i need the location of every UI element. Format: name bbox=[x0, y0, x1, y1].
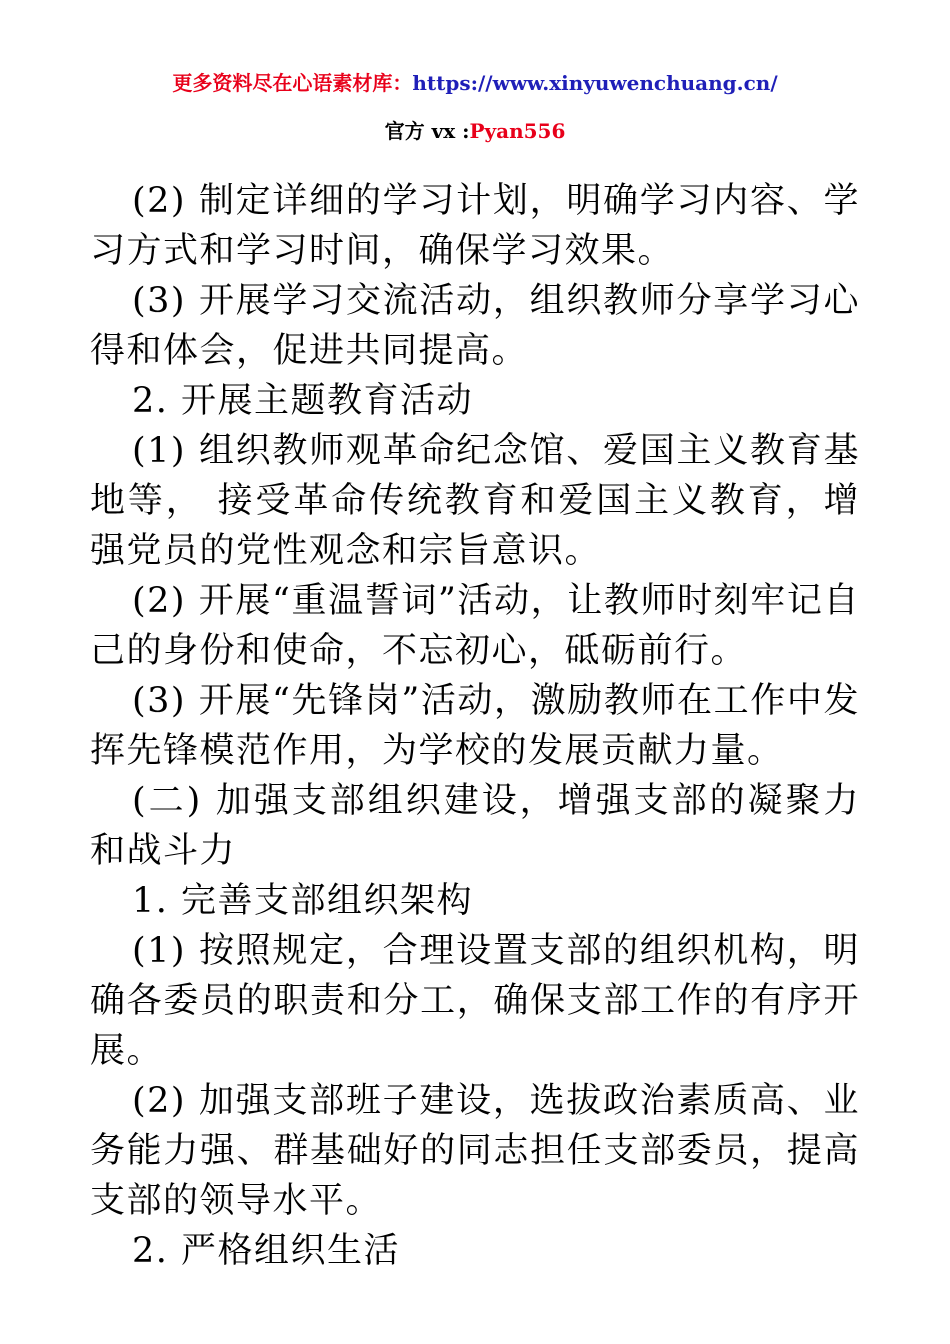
paragraph: (1) 组织教师观革命纪念馆、爱国主义教育基地等， 接受革命传统教育和爱国主义教育，增强党员的党性观念和宗旨意识。 bbox=[90, 431, 860, 571]
paragraph: (1) 按照规定，合理设置支部的组织机构，明确各委员的职责和分工，确保支部工作的有序开展。 bbox=[90, 931, 860, 1071]
paragraph: (2) 制定详细的学习计划，明确学习内容、学习方式和学习时间，确保学习效果。 bbox=[90, 181, 860, 271]
section-heading: 1. 完善支部组织架构 bbox=[132, 881, 474, 921]
section-heading: 2. 开展主题教育活动 bbox=[132, 381, 474, 421]
paragraph: (3) 开展“先锋岗”活动，激励教师在工作中发挥先锋模范作用，为学校的发展贡献力量。 bbox=[90, 681, 860, 771]
contact-header bbox=[0, 118, 950, 144]
promo-header bbox=[0, 70, 950, 96]
document-body bbox=[90, 176, 860, 1276]
contact-value: Pyan556 bbox=[469, 119, 566, 143]
paragraph: (3) 开展学习交流活动，组织教师分享学习心得和体会，促进共同提高。 bbox=[90, 281, 860, 371]
section-heading: (二) 加强支部组织建设，增强支部的凝聚力和战斗力 bbox=[90, 781, 860, 871]
promo-text: 更多资料尽在心语素材库： bbox=[172, 71, 413, 95]
section-heading: 2. 严格组织生活 bbox=[132, 1231, 401, 1271]
contact-label: 官方 vx : bbox=[384, 119, 470, 143]
paragraph: (2) 加强支部班子建设，选拔政治素质高、业务能力强、群基础好的同志担任支部委员，提高支部的领导水平。 bbox=[90, 1081, 860, 1221]
promo-url-link[interactable]: https://www.xinyuwenchuang.cn/ bbox=[412, 71, 778, 95]
paragraph: (2) 开展“重温誓词”活动，让教师时刻牢记自己的身份和使命，不忘初心，砥砺前行。 bbox=[90, 581, 860, 671]
